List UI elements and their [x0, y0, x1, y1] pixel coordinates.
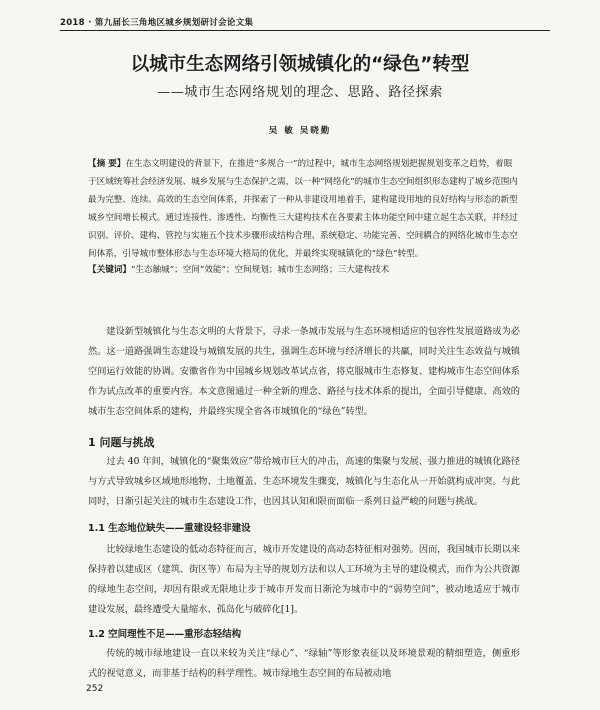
abstract-label: 【摘 要】 [88, 159, 126, 169]
keywords-text: “生态触城”；空间“效能”；空间规划；城市生态网络；三大建构技术 [130, 265, 390, 275]
abstract-text: 在生态文明建设的背景下，在推进“多规合一”的过程中，城市生态网络规划把握规划变革之趋势，着眼于区域统筹社会经济发展、城乡发展与生态保护之需，以一种“网络化”的城市生态空间组织形态建构了城乡范围内最为完整、连续、高效的生态空间体系，并探索了一种从非建设用地着手，建构建设用地的良好结构与形态的新型城乡空间增长模式。通过连接性、渗透性、均衡性三大建构技术在各要素主体功能空间中建立起生态关联，并经过识别、评价、建构、管控与实施五个技术步骤形成结构合理、系统稳定、功能完善、空间耦合的网络化城市生态空间体系，引导城市整体形态与生态环境大格局的优化，并最终实现城镇化的“绿色”转型。 [88, 159, 518, 259]
article-subtitle: ——城市生态网络规划的理念、思路、路径探索 [157, 85, 443, 100]
article-authors: 吴 敏 吴晓勤 [268, 126, 332, 136]
header-rule [60, 30, 550, 31]
section-1-2-paragraph: 传统的城市绿地建设一直以来较为关注“绿心”、“绿轴”等形象表征以及环境景观的精细塑造，侧重形式的视觉意义，而非基于结构的科学理性。城市绿地生态空间的布局被动地 [88, 648, 520, 679]
keywords-label: 【关键词】 [88, 265, 131, 275]
keywords [88, 263, 518, 275]
abstract [88, 155, 518, 263]
section-1-1-paragraph: 比较绿地生态建设的低动态特征而言，城市开发建设的高动态特征相对强势。因而，我国城市长期以来保持着以建成区（建筑、街区等）布局为主导的规划方法和以人工环境为主导的建设模式，而作为公共资源的绿地生态空间，却因有限或无限地让步于城市开发而日渐沦为城市中的“弱势空间”，被动地适应于城市建设发展，最终遭受大量缩水、孤岛化与破碎化[1]。 [88, 544, 520, 615]
section-heading-1-1: 1.1 生态地位缺失——重建设轻非建设 [88, 523, 251, 534]
intro-body [88, 322, 520, 422]
section-heading-1-2: 1.2 空间理性不足——重形态轻结构 [88, 629, 242, 640]
section-1-paragraph: 过去 40 年间，城镇化的“聚集效应”带给城市巨大的冲击，高速的集聚与发展、强力推进的城镇化路径与方式导致城乡区域地形地物、土地覆盖、生态环境发生骤变，城镇化与生态化从一开始就构成冲突。与此同时，日渐引起关注的城市生态建设工作，也因其认知和限而面临一系列日益严峻的问题与挑战。 [88, 456, 520, 507]
section-1-2-body [88, 644, 520, 684]
section-1-body [88, 452, 520, 512]
section-heading-1: 1 问题与挑战 [88, 436, 155, 449]
intro-paragraph: 建设新型城镇化与生态文明的大背景下，寻求一条城市发展与生态环境相适应的包容性发展道路成为必然。这一道路强调生态建设与城镇发展的共生，强调生态环境与经济增长的共赢，同时关注生态效益与城镇空间运行效能的协调。安徽省作为中国城乡规划改革试点省，将克服城市生态修复、建构城市生态空间体系作为试点改革的重要内容。本文意图通过一种全新的理念、路径与技术体系的提出，全面引导健康、高效的城市生态空间体系的建构，并最终实现全省各市城镇化的“绿色”转型。 [88, 326, 520, 417]
page-number: 252 [86, 684, 104, 694]
running-header: 2018 · 第九届长三角地区城乡规划研讨会论文集 [60, 18, 254, 28]
section-1-1-body [88, 540, 520, 620]
article-title: 以城市生态网络引领城镇化的“绿色”转型 [130, 54, 470, 75]
